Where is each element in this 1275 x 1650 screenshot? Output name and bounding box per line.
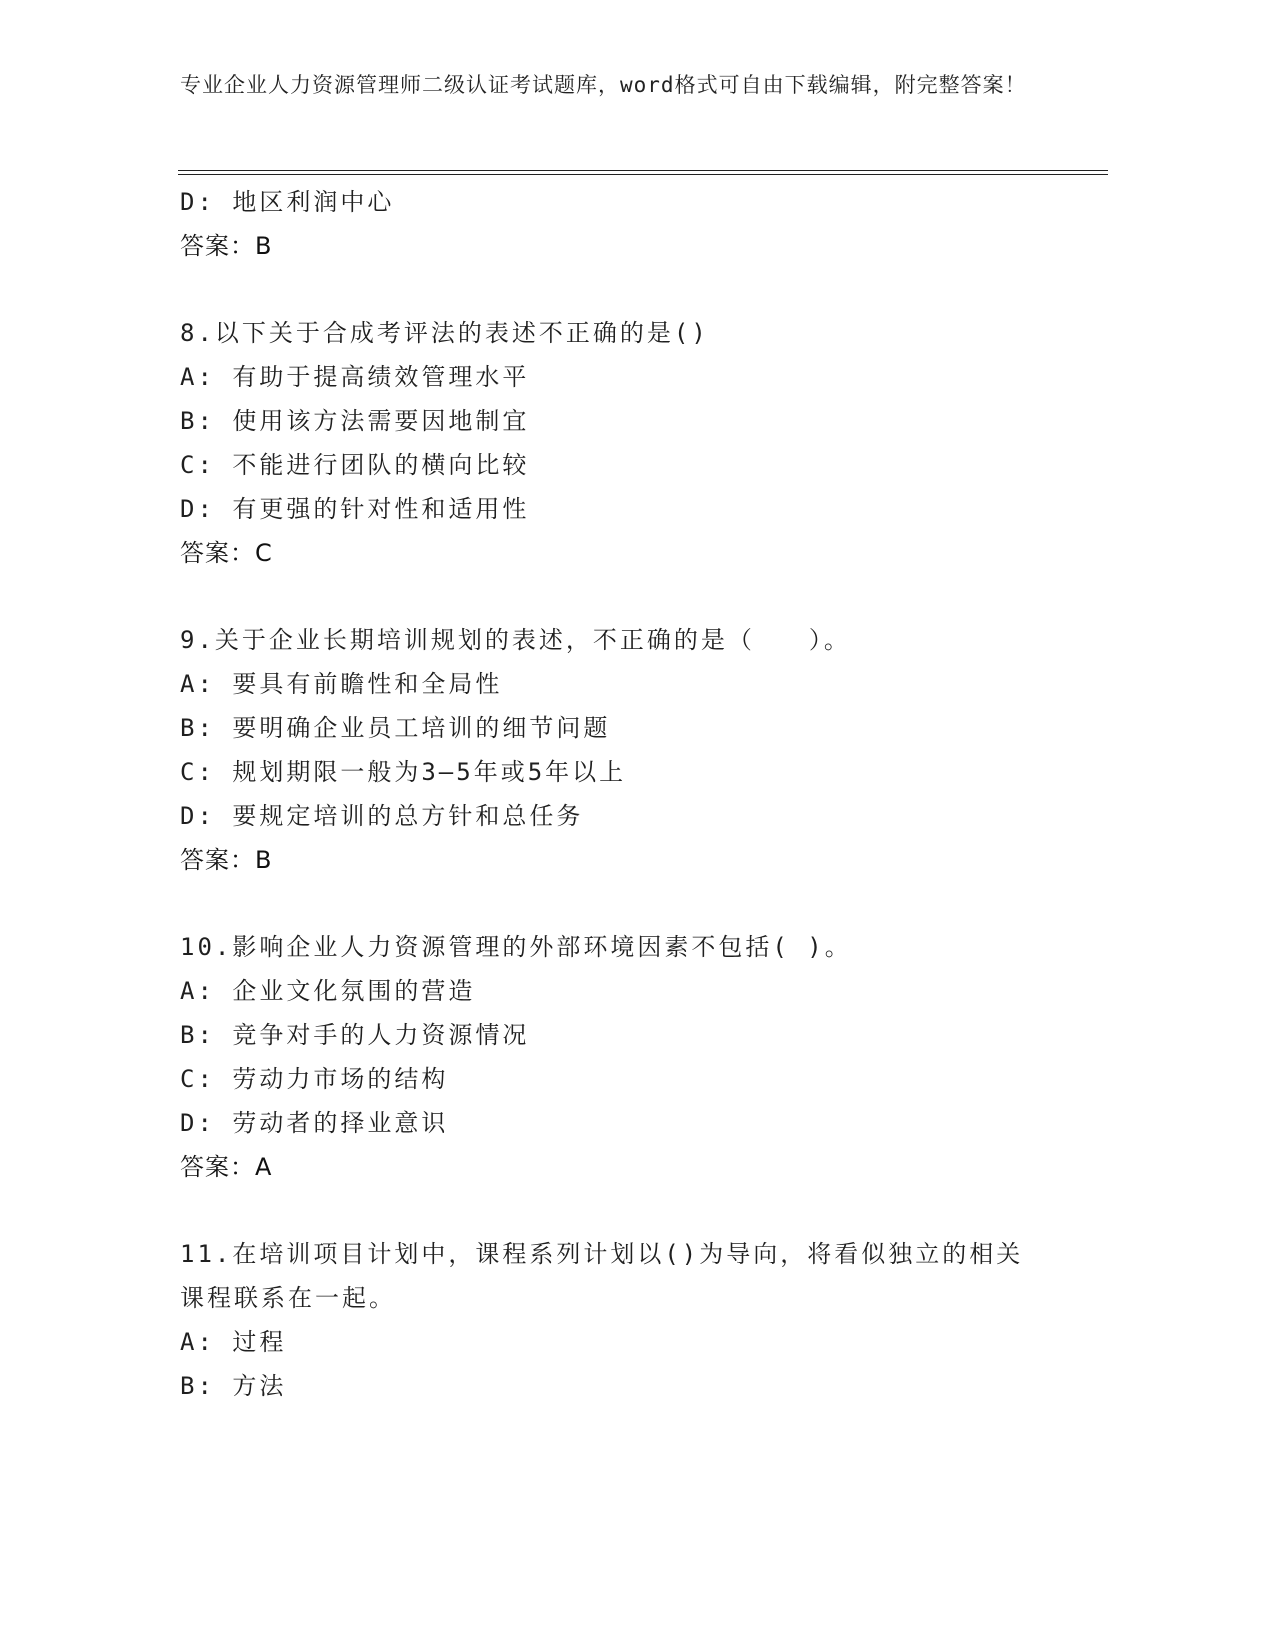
option-d: D: 劳动者的择业意识 [180, 1109, 449, 1137]
option-a: A: 要具有前瞻性和全局性 [180, 670, 503, 698]
option-a: A: 企业文化氛围的营造 [180, 977, 476, 1005]
option-d: D: 要规定培训的总方针和总任务 [180, 802, 584, 830]
option-b: B: 竞争对手的人力资源情况 [180, 1021, 530, 1049]
option-c: C: 劳动力市场的结构 [180, 1065, 449, 1093]
option-b: B: 要明确企业员工培训的细节问题 [180, 714, 611, 742]
question-stem: 10.影响企业人力资源管理的外部环境因素不包括( )。 [180, 933, 852, 961]
question-stem-line-2: 课程联系在一起。 [180, 1284, 396, 1312]
header-divider [178, 170, 1108, 175]
option-a: A: 过程 [180, 1328, 287, 1356]
page-header: 专业企业人力资源管理师二级认证考试题库，word格式可自由下载编辑，附完整答案！ [180, 73, 1027, 97]
question-stem: 9.关于企业长期培训规划的表述，不正确的是（ ）。 [180, 626, 851, 654]
option-b: B: 使用该方法需要因地制宜 [180, 407, 530, 435]
question-10 [180, 925, 1100, 1189]
question-9 [180, 618, 1100, 882]
answer: 答案：B [180, 846, 273, 874]
question-11 [180, 1232, 1100, 1408]
option-c: C: 不能进行团队的横向比较 [180, 451, 530, 479]
answer: 答案：A [180, 1153, 273, 1181]
option-c: C: 规划期限一般为3—5年或5年以上 [180, 758, 627, 786]
answer: 答案：B [180, 232, 273, 260]
question-stem-line-1: 11.在培训项目计划中，课程系列计划以()为导向，将看似独立的相关 [180, 1240, 1024, 1268]
option-a: A: 有助于提高绩效管理水平 [180, 363, 530, 391]
question-list [180, 180, 1100, 1408]
option-b: B: 方法 [180, 1372, 287, 1400]
question-8 [180, 311, 1100, 575]
option-d: D: 有更强的针对性和适用性 [180, 495, 530, 523]
question-stem: 8.以下关于合成考评法的表述不正确的是() [180, 319, 709, 347]
question-7-continued [180, 180, 1100, 268]
answer: 答案：C [180, 539, 273, 567]
option-d: D: 地区利润中心 [180, 188, 395, 216]
